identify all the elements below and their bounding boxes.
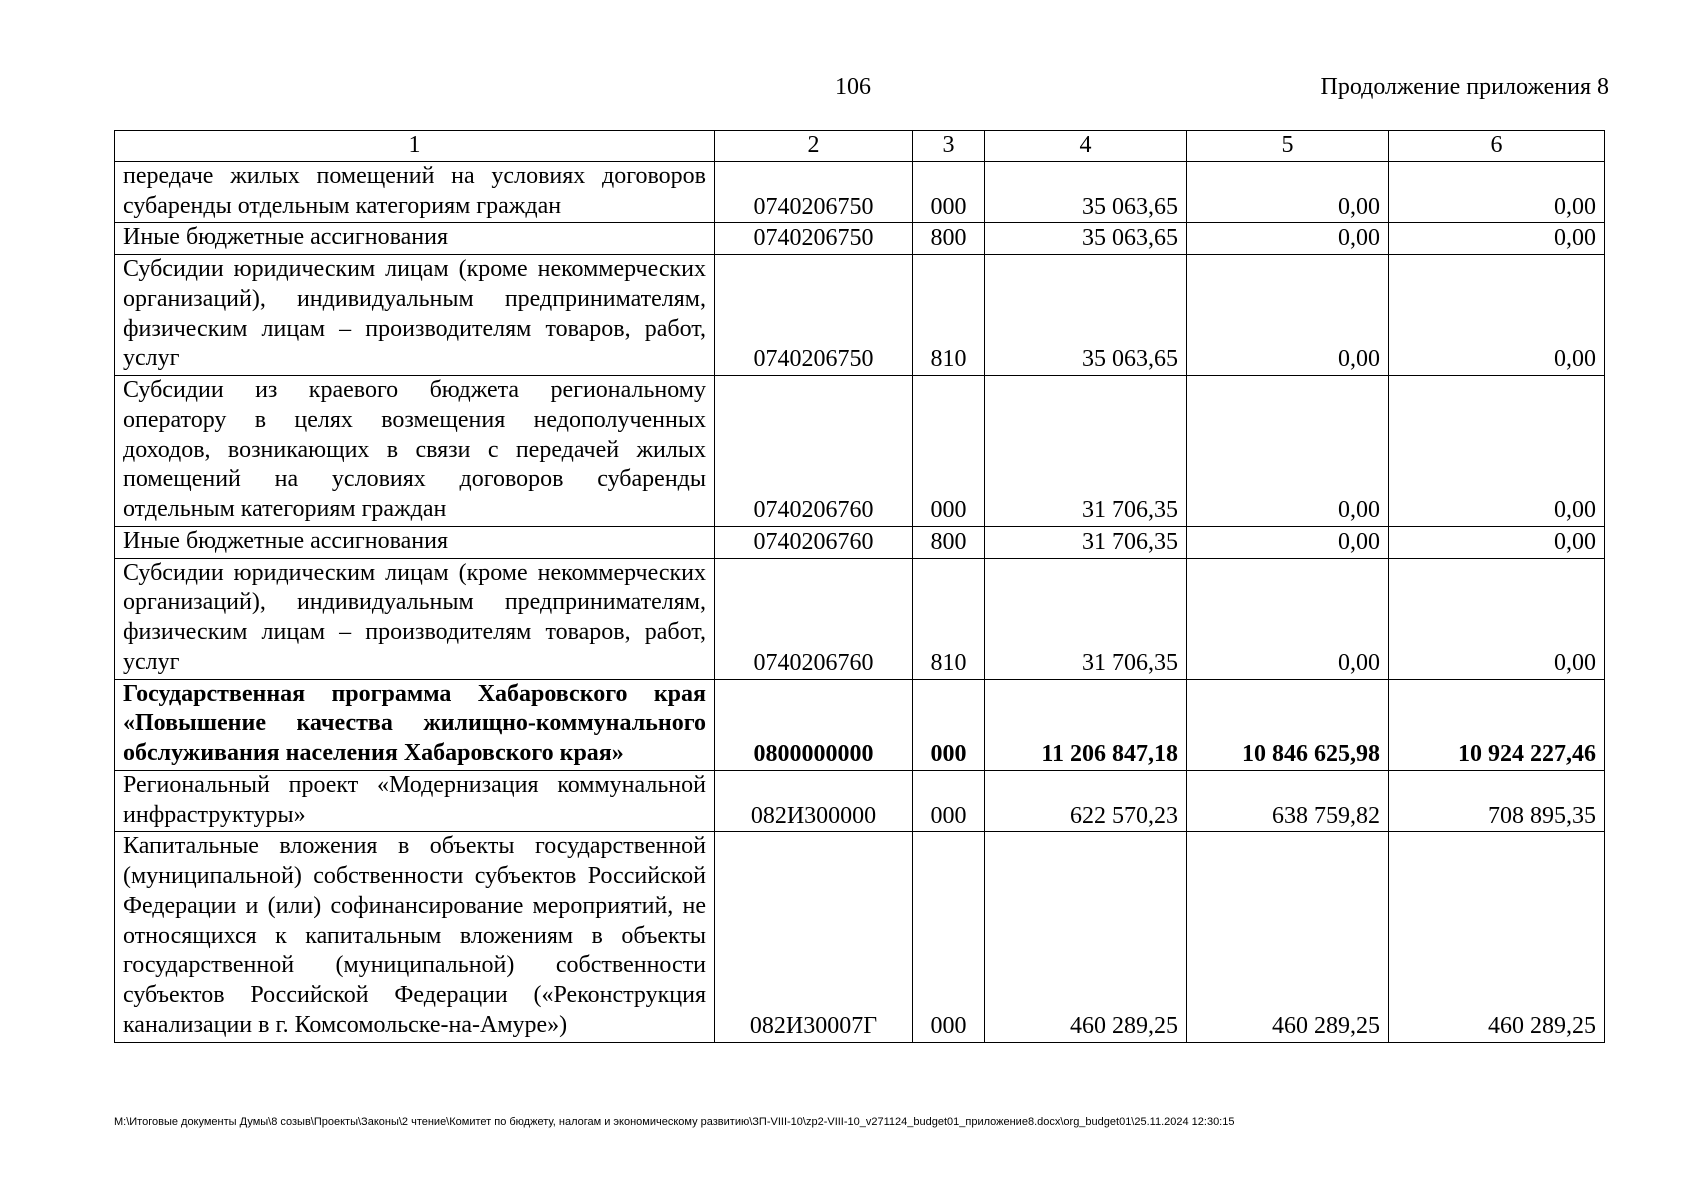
row-expense-type: 000 [913,832,985,1042]
table-row [115,558,1605,679]
row-amount-col6: 10 924 227,46 [1389,679,1605,770]
row-description: Субсидии юридическим лицам (кроме некоммерческих организаций), индивидуальным предпринимателям, физическим лицам – производителям товаров, работ, услуг [115,255,715,376]
row-amount-col6: 460 289,25 [1389,832,1605,1042]
row-amount-col5: 0,00 [1187,223,1389,255]
column-number-6: 6 [1389,131,1605,162]
table-body [115,161,1605,1042]
row-target-code: 082И300000 [715,770,913,832]
row-amount-col4: 31 706,35 [985,558,1187,679]
row-amount-col6: 0,00 [1389,223,1605,255]
column-number-2: 2 [715,131,913,162]
row-description: Региональный проект «Модернизация коммунальной инфраструктуры» [115,770,715,832]
row-expense-type: 000 [913,161,985,223]
document-file-path-footer: M:\Итоговые документы Думы\8 созыв\Проекты\Законы\2 чтение\Комитет по бюджету, налогам и экономическому развитию\ЗП-VIII-10\zp2-VIII-10_v271124_budget01_приложение8.docx\org_budget01\25.11.2024 12:30:15 [114,1116,1235,1128]
row-expense-type: 000 [913,770,985,832]
table-row [115,526,1605,558]
row-amount-col4: 35 063,65 [985,161,1187,223]
row-target-code: 082И30007Г [715,832,913,1042]
row-amount-col4: 460 289,25 [985,832,1187,1042]
row-amount-col4: 35 063,65 [985,255,1187,376]
row-amount-col6: 708 895,35 [1389,770,1605,832]
row-description: Государственная программа Хабаровского края «Повышение качества жилищно-коммунального обслуживания населения Хабаровского края» [115,679,715,770]
row-expense-type: 800 [913,223,985,255]
table-row [115,223,1605,255]
row-amount-col4: 31 706,35 [985,526,1187,558]
table-row [115,832,1605,1042]
row-expense-type: 810 [913,255,985,376]
row-target-code: 0740206760 [715,558,913,679]
column-number-4: 4 [985,131,1187,162]
row-amount-col5: 10 846 625,98 [1187,679,1389,770]
row-description: передаче жилых помещений на условиях договоров субаренды отдельным категориям граждан [115,161,715,223]
row-amount-col5: 0,00 [1187,526,1389,558]
row-amount-col4: 622 570,23 [985,770,1187,832]
table-row [115,770,1605,832]
row-target-code: 0740206750 [715,255,913,376]
row-target-code: 0740206760 [715,376,913,527]
row-description: Иные бюджетные ассигнования [115,223,715,255]
row-description: Иные бюджетные ассигнования [115,526,715,558]
appendix-continuation-title: Продолжение приложения 8 [1320,74,1609,100]
row-amount-col6: 0,00 [1389,376,1605,527]
table-header [115,131,1605,162]
column-number-1: 1 [115,131,715,162]
row-description: Субсидии юридическим лицам (кроме некоммерческих организаций), индивидуальным предпринимателям, физическим лицам – производителям товаров, работ, услуг [115,558,715,679]
row-amount-col6: 0,00 [1389,526,1605,558]
row-target-code: 0740206750 [715,223,913,255]
row-expense-type: 800 [913,526,985,558]
row-amount-col6: 0,00 [1389,255,1605,376]
row-amount-col5: 638 759,82 [1187,770,1389,832]
row-expense-type: 810 [913,558,985,679]
row-description: Субсидии из краевого бюджета региональному оператору в целях возмещения недополученных доходов, возникающих в связи с передачей жилых помещений на условиях договоров субаренды отдельным категориям граждан [115,376,715,527]
row-amount-col5: 0,00 [1187,558,1389,679]
table-row [115,161,1605,223]
row-amount-col6: 0,00 [1389,558,1605,679]
table-row [115,376,1605,527]
table-row [115,255,1605,376]
column-number-row [115,131,1605,162]
row-expense-type: 000 [913,376,985,527]
column-number-3: 3 [913,131,985,162]
row-description: Капитальные вложения в объекты государственной (муниципальной) собственности субъектов Российской Федерации и (или) софинансирование мероприятий, не относящихся к капитальным вложениям в объекты государственной (муниципальной) собственности субъектов Российской Федерации («Реконструкция канализации в г. Комсомольске-на-Амуре») [115,832,715,1042]
row-amount-col4: 35 063,65 [985,223,1187,255]
table-row [115,679,1605,770]
row-amount-col5: 0,00 [1187,376,1389,527]
column-number-5: 5 [1187,131,1389,162]
row-target-code: 0800000000 [715,679,913,770]
row-amount-col4: 31 706,35 [985,376,1187,527]
budget-table [114,130,1605,1043]
row-target-code: 0740206750 [715,161,913,223]
row-amount-col6: 0,00 [1389,161,1605,223]
row-amount-col4: 11 206 847,18 [985,679,1187,770]
page-number: 106 [835,74,871,100]
row-amount-col5: 0,00 [1187,255,1389,376]
row-amount-col5: 0,00 [1187,161,1389,223]
row-expense-type: 000 [913,679,985,770]
row-amount-col5: 460 289,25 [1187,832,1389,1042]
row-target-code: 0740206760 [715,526,913,558]
